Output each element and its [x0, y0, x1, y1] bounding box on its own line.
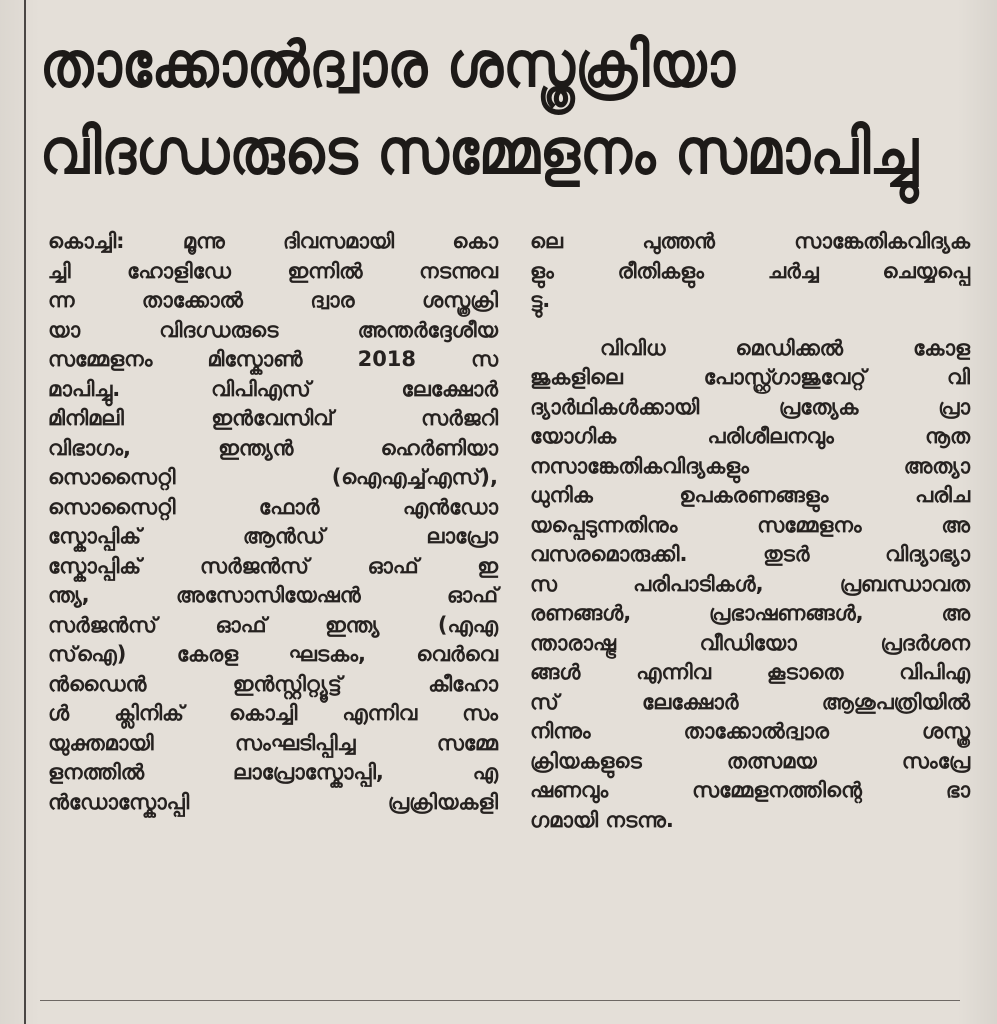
- article-line: ട്ടു.: [530, 288, 551, 312]
- article-line: ച്ചി ഹോളിഡേ ഇന്നിൽ നടന്നുവ: [48, 258, 498, 283]
- article-line: സർജൻസ് ഓഫ് ഇന്ത്യ (എഎ: [48, 612, 498, 637]
- article-line: സ്കോപ്പിക് സർജൻസ് ഓഫ് ഇ: [48, 553, 498, 578]
- article-line: സ്കോപ്പിക് ആൻഡ് ലാപ്രോ: [48, 524, 498, 548]
- column-rule: [24, 0, 26, 1024]
- article-line: ളും രീതികളും ചർച്ച ചെയ്യപ്പെ: [530, 258, 970, 283]
- article-line: ൾ ക്ലിനിക് കൊച്ചി എന്നിവ സം: [48, 701, 498, 725]
- article-line: ളനത്തിൽ ലാപ്രോസ്കോപ്പി, എ: [48, 760, 498, 784]
- article-line: ന്ന താക്കോൽ ദ്വാര ശസ്ത്രക്രി: [48, 288, 498, 312]
- article-line: വിഭാഗം, ഇന്ത്യൻ ഹെർണിയാ: [48, 435, 498, 460]
- article-line: യുക്തമായി സംഘടിപ്പിച്ച സമ്മേ: [48, 730, 498, 755]
- article-line: ൻഡൈൻ ഇൻസ്റ്റിറ്റ്യൂട്ട് കീഹോ: [48, 671, 498, 696]
- bottom-divider: [40, 1000, 960, 1001]
- article-line-text: മൂന്നു ദിവസമായി കൊ: [124, 229, 498, 253]
- article-line: ദ്യാർഥികൾക്കായി പ്രത്യേക പ്രാ: [530, 394, 970, 419]
- article-line: നസാങ്കേതികവിദ്യകളും അത്യാ: [530, 453, 970, 478]
- article-line: ധുനിക ഉപകരണങ്ങളും പരിച: [530, 483, 970, 507]
- article-line: യോഗിക പരിശീലനവും നൂത: [530, 424, 970, 448]
- article-line: ലെ പുത്തൻ സാങ്കേതികവിദ്യക: [530, 229, 970, 253]
- article-line: [48, 227, 498, 257]
- article-line: സൊസൈറ്റി (ഐഎച്ച്എസ്),: [48, 465, 498, 489]
- headline-line-2: വിദഗ്ധരുടെ സമ്മേളനം സമാപിച്ചു: [40, 116, 919, 189]
- dateline: കൊച്ചി:: [48, 229, 125, 253]
- headline: [40, 22, 970, 197]
- article-line: ജുകളിലെ പോസ്റ്റ്ഗ്രാജുവേറ്റ് വി: [530, 365, 970, 389]
- article-line: ങ്ങൾ എന്നിവ കൂടാതെ വിപിഎ: [530, 660, 970, 684]
- article-line: ന്താരാഷ്ട്ര വീഡിയോ പ്രദർശന: [530, 630, 970, 655]
- article-line: മിനിമലി ഇൻവേസിവ് സർജറി: [48, 406, 498, 430]
- article-line: യപ്പെടുന്നതിനും സമ്മേളനം അ: [530, 512, 970, 537]
- article-line: മാപിച്ചു. വിപിഎസ് ലേക്ഷോർ: [48, 376, 498, 401]
- article-line: വസരമൊരുക്കി. തുടർ വിദ്യാഭ്യാ: [530, 542, 970, 566]
- headline-line-1: താക്കോൽദ്വാര ശസ്ത്രക്രിയാ: [40, 28, 735, 102]
- article-line: സമ്മേളനം മിസ്കോൺ 2018 സ: [48, 347, 498, 371]
- article-line: നിന്നും താക്കോൽദ്വാര ശസ്ത്ര: [530, 719, 970, 743]
- article-line: യാ വിദഗ്ധരുടെ അന്തർദ്ദേശീയ: [48, 317, 498, 342]
- article-column-left: [48, 227, 498, 817]
- article-line: വിവിധ മെഡിക്കൽ കോള: [600, 335, 970, 360]
- article-line: സ്ഐ) കേരള ഘടകം, വെർവെ: [48, 642, 498, 666]
- article-line: സൊസൈറ്റി ഫോർ എൻഡോ: [48, 494, 498, 519]
- article-line: ഷണവും സമ്മേളനത്തിന്റെ ഭാ: [530, 778, 970, 802]
- article-line: ന്ത്യ, അസോസിയേഷൻ ഓഫ്: [48, 583, 498, 607]
- article-line: സ പരിപാടികൾ, പ്രബന്ധാവത: [530, 571, 970, 596]
- article-column-right: [530, 227, 970, 835]
- article-line: ൻഡോസ്കോപ്പി പ്രക്രിയകളി: [48, 789, 498, 814]
- article-line: ക്രിയകളുടെ തത്സമയ സംപ്രേ: [530, 748, 970, 773]
- article-line: രണങ്ങൾ, പ്രഭാഷണങ്ങൾ, അ: [530, 601, 970, 625]
- article-line: ഗമായി നടന്നു.: [530, 807, 674, 832]
- article-line: സ് ലേക്ഷോർ ആശുപത്രിയിൽ: [530, 689, 970, 714]
